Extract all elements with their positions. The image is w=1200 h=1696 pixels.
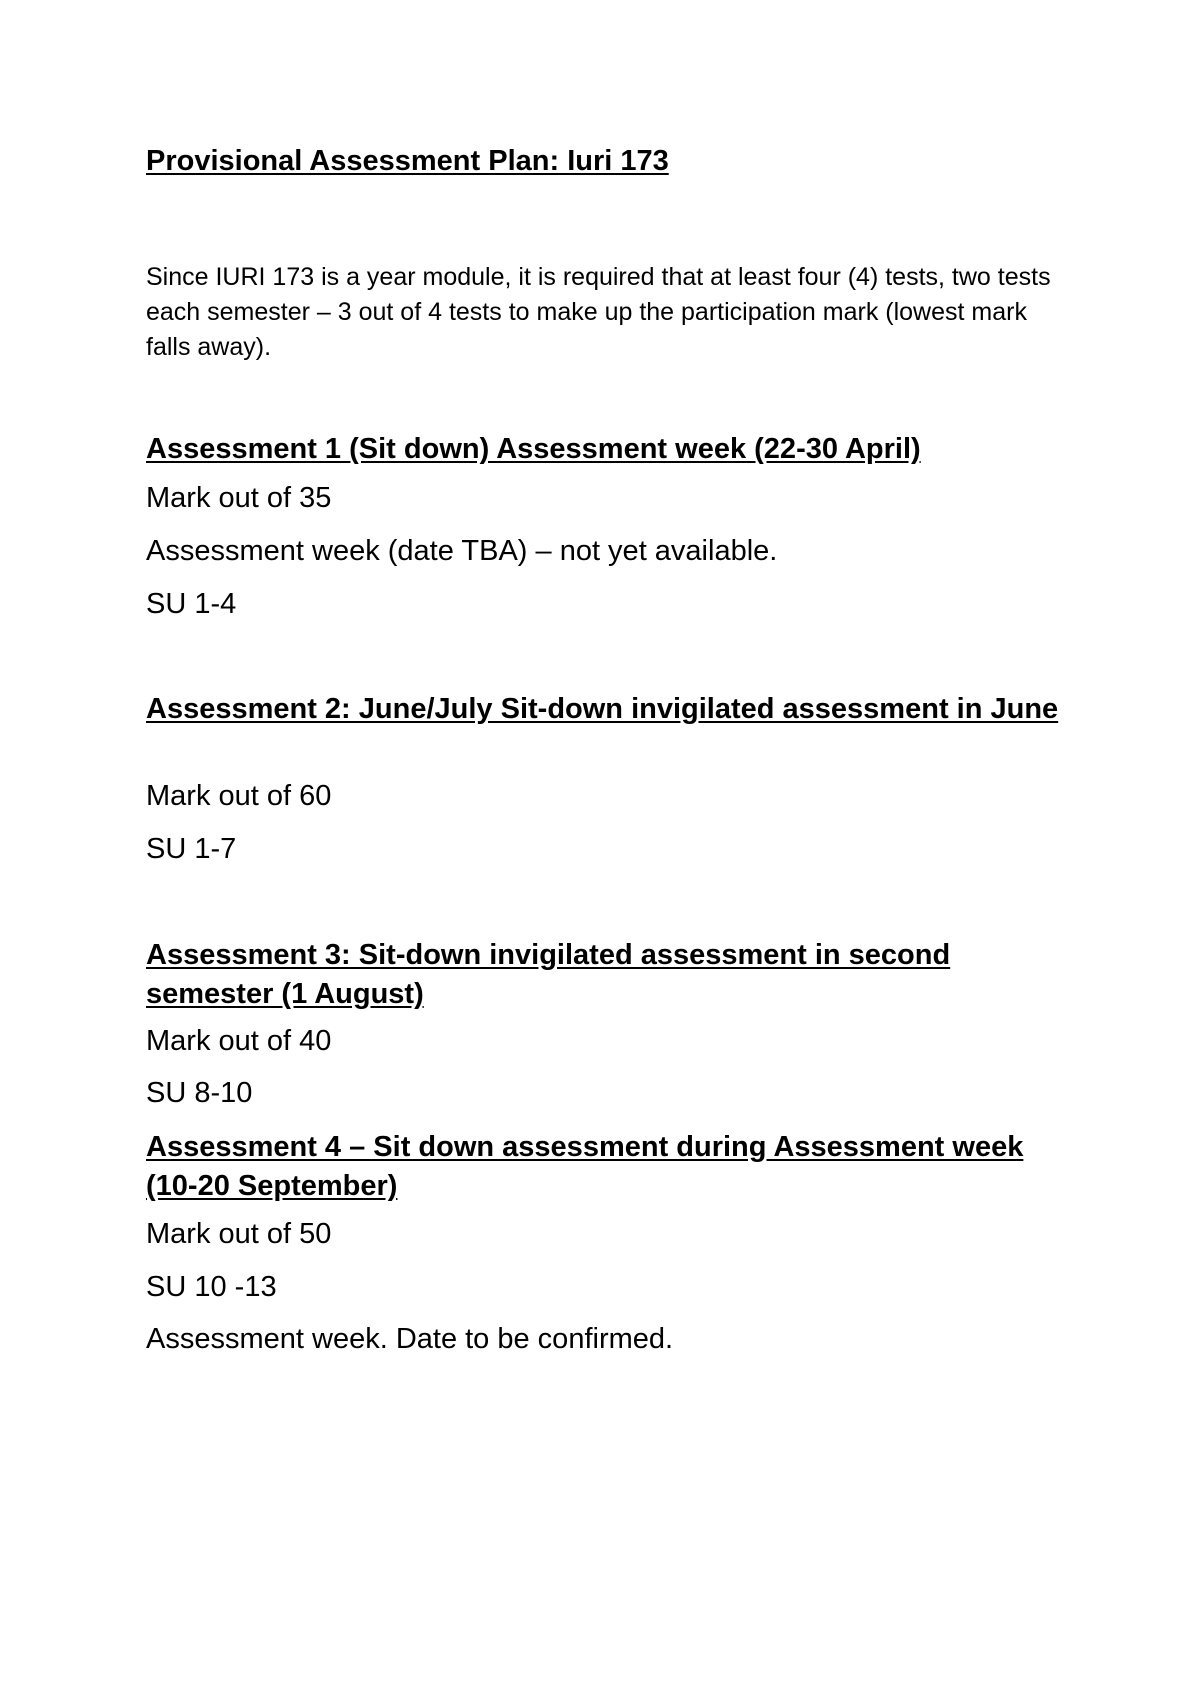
assessment-2-study-units: SU 1-7 <box>146 833 237 865</box>
assessment-3-heading: Assessment 3: Sit-down invigilated assessment in second semester (1 August) <box>146 939 951 1010</box>
assessment-4-date-note: Assessment week. Date to be confirmed. <box>146 1323 674 1355</box>
assessment-1-heading: Assessment 1 (Sit down) Assessment week (22-30 April) <box>146 433 921 465</box>
assessment-4-heading: Assessment 4 – Sit down assessment during Assessment week (10-20 September) <box>146 1131 1024 1202</box>
document-title: Provisional Assessment Plan: Iuri 173 <box>146 145 669 177</box>
assessment-4-study-units: SU 10 -13 <box>146 1271 277 1303</box>
assessment-2-mark: Mark out of 60 <box>146 780 332 812</box>
assessment-1-mark: Mark out of 35 <box>146 482 332 514</box>
assessment-2-heading: Assessment 2: June/July Sit-down invigilated assessment in June <box>146 693 1059 725</box>
document-page <box>146 0 1066 1696</box>
assessment-3-study-units: SU 8-10 <box>146 1077 253 1109</box>
intro-paragraph: Since IURI 173 is a year module, it is required that at least four (4) tests, two tests each semester – 3 out of 4 tests to make up the participation mark (lowest mark falls away). <box>146 263 1051 361</box>
assessment-3-mark: Mark out of 40 <box>146 1025 332 1057</box>
assessment-1-date-note: Assessment week (date TBA) – not yet available. <box>146 535 778 567</box>
assessment-1-study-units: SU 1-4 <box>146 588 237 620</box>
assessment-4-mark: Mark out of 50 <box>146 1218 332 1250</box>
